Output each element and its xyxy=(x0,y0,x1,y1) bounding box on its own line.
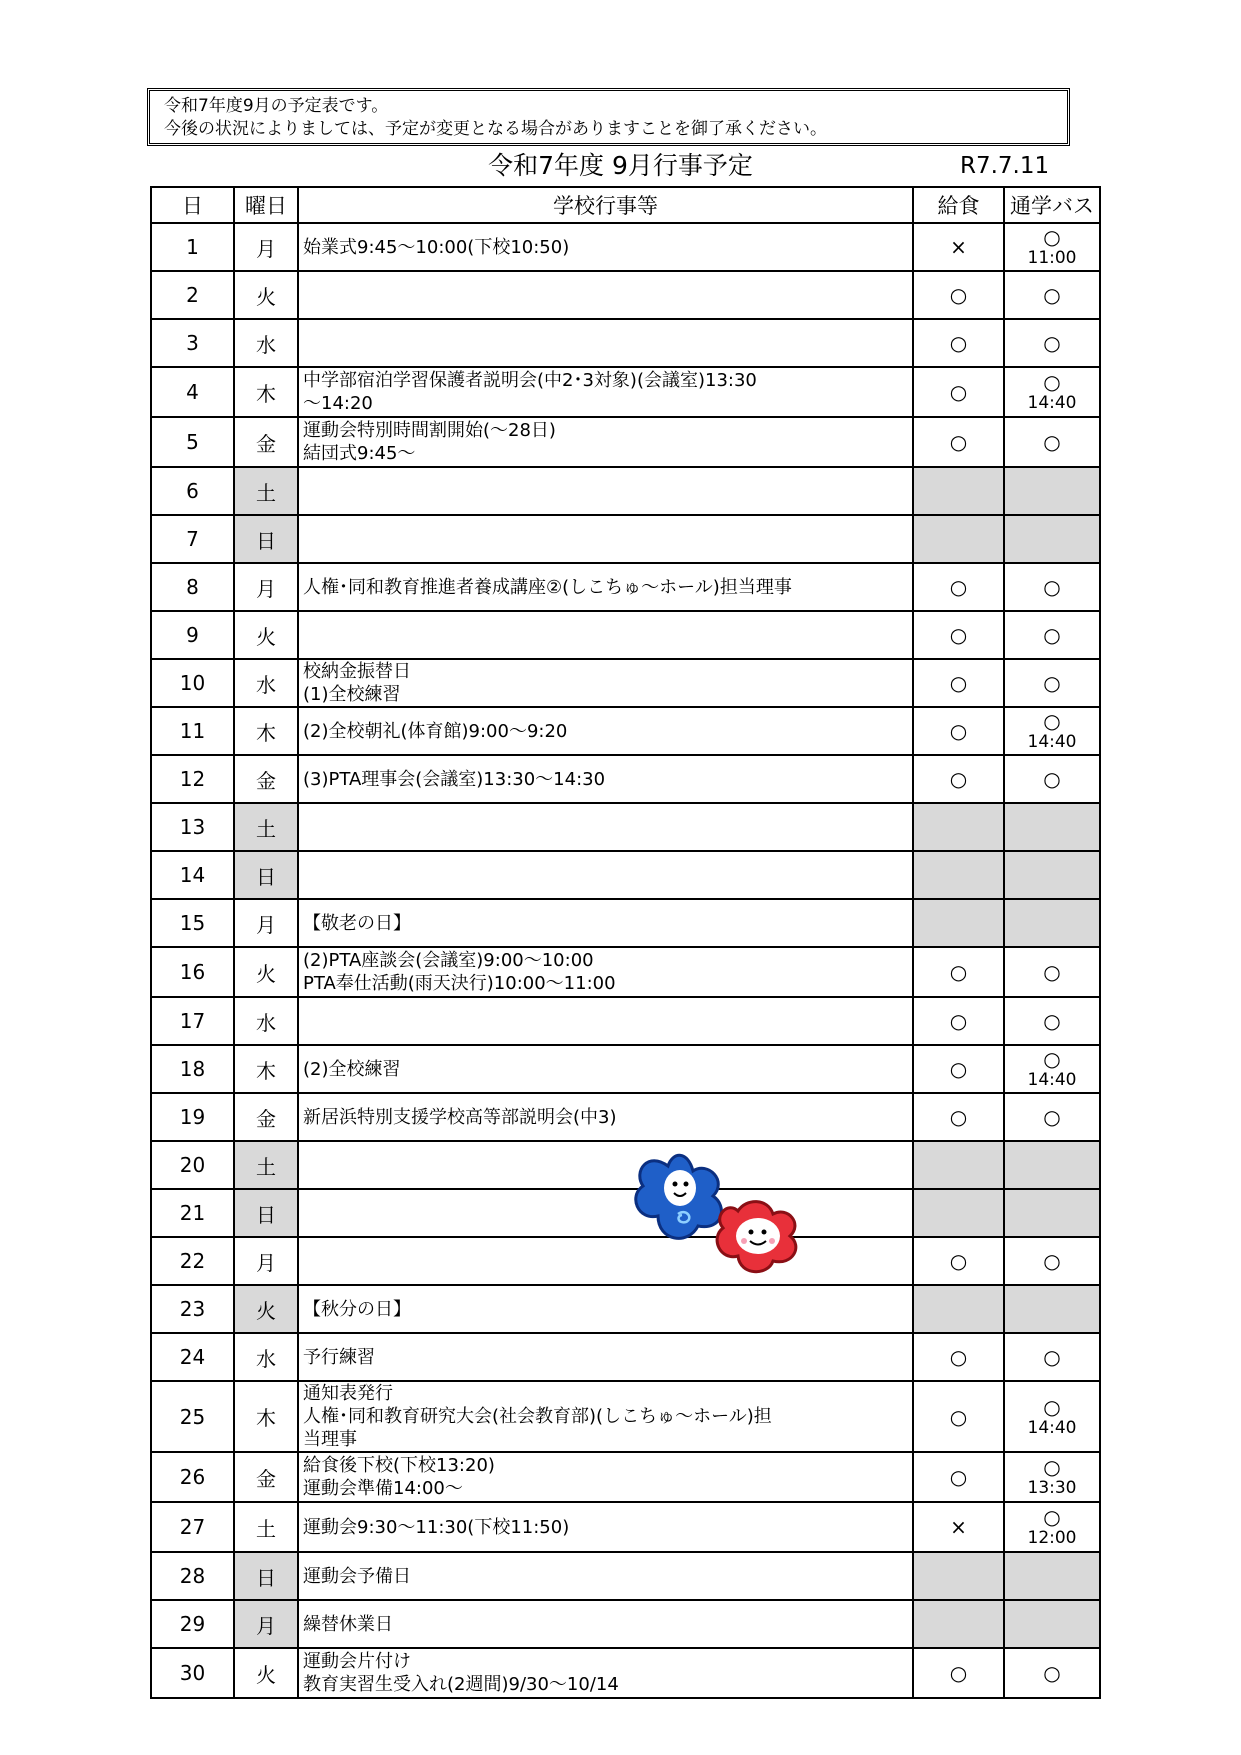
table-row xyxy=(151,755,1100,803)
weekday-cell: 木 xyxy=(234,1381,298,1452)
lunch-cell xyxy=(913,1452,1004,1502)
bus-cell xyxy=(1004,803,1100,851)
bus-cell xyxy=(1004,707,1100,755)
table-row xyxy=(151,515,1100,563)
event-cell xyxy=(298,803,913,851)
table-row xyxy=(151,947,1100,997)
lunch-cell xyxy=(913,367,1004,417)
bus-mark: ○ xyxy=(1043,370,1061,394)
day-cell: 29 xyxy=(151,1600,234,1648)
lunch-cell xyxy=(913,1237,1004,1285)
event-cell: 【敬老の日】 xyxy=(298,899,913,947)
lunch-mark: ○ xyxy=(949,380,968,404)
day-cell: 5 xyxy=(151,417,234,467)
bus-cell xyxy=(1004,1285,1100,1333)
weekday-cell: 火 xyxy=(234,1648,298,1698)
red-mascot-icon xyxy=(717,1202,796,1272)
lunch-mark: × xyxy=(950,235,967,259)
weekday-cell: 日 xyxy=(234,1189,298,1237)
notice-box xyxy=(147,88,1070,146)
table-header-row xyxy=(151,187,1100,223)
bus-time: 14:40 xyxy=(1027,1070,1077,1090)
lunch-cell xyxy=(913,997,1004,1045)
event-cell: 中学部宿泊学習保護者説明会(中2･3対象)(会議室)13:30 ～14:20 xyxy=(298,367,913,417)
lunch-mark: ○ xyxy=(949,575,968,599)
event-cell: 予行練習 xyxy=(298,1333,913,1381)
table-row xyxy=(151,1237,1100,1285)
event-cell: 【秋分の日】 xyxy=(298,1285,913,1333)
bus-cell xyxy=(1004,1237,1100,1285)
lunch-cell xyxy=(913,947,1004,997)
lunch-mark: ○ xyxy=(949,283,968,307)
weekday-cell: 金 xyxy=(234,417,298,467)
lunch-mark: ○ xyxy=(949,1404,968,1429)
table-row xyxy=(151,367,1100,417)
lunch-cell xyxy=(913,899,1004,947)
weekday-cell: 月 xyxy=(234,223,298,271)
page-title: 令和7年度 9月行事予定 xyxy=(488,151,753,180)
day-cell: 8 xyxy=(151,563,234,611)
schedule-table xyxy=(150,186,1101,1699)
table-row xyxy=(151,417,1100,467)
weekday-cell: 木 xyxy=(234,367,298,417)
event-cell: (2)全校朝礼(体育館)9:00～9:20 xyxy=(298,707,913,755)
lunch-cell xyxy=(913,611,1004,659)
bus-cell xyxy=(1004,997,1100,1045)
day-cell: 22 xyxy=(151,1237,234,1285)
day-cell: 17 xyxy=(151,997,234,1045)
lunch-mark: ○ xyxy=(949,1661,968,1685)
weekday-cell: 土 xyxy=(234,803,298,851)
lunch-mark: ○ xyxy=(949,1465,968,1489)
lunch-cell xyxy=(913,1045,1004,1093)
table-row xyxy=(151,659,1100,707)
weekday-cell: 水 xyxy=(234,319,298,367)
bus-cell xyxy=(1004,223,1100,271)
lunch-cell xyxy=(913,417,1004,467)
event-cell: 人権･同和教育推進者養成講座②(しこちゅ～ホール)担当理事 xyxy=(298,563,913,611)
table-row xyxy=(151,271,1100,319)
table-row xyxy=(151,1648,1100,1698)
table-row xyxy=(151,707,1100,755)
lunch-cell xyxy=(913,755,1004,803)
bus-mark: ○ xyxy=(1043,283,1061,307)
event-cell: (2)全校練習 xyxy=(298,1045,913,1093)
table-row xyxy=(151,1333,1100,1381)
lunch-mark: ○ xyxy=(949,1009,968,1033)
weekday-cell: 土 xyxy=(234,1502,298,1552)
lunch-mark: ○ xyxy=(949,719,968,743)
lunch-cell xyxy=(913,563,1004,611)
lunch-mark: ○ xyxy=(949,1057,968,1081)
event-cell: 校納金振替日 (1)全校練習 xyxy=(298,659,913,707)
event-cell xyxy=(298,851,913,899)
lunch-mark: ○ xyxy=(949,623,968,647)
bus-mark: ○ xyxy=(1043,767,1061,791)
event-cell: 給食後下校(下校13:20) 運動会準備14:00～ xyxy=(298,1452,913,1502)
bus-time: 14:40 xyxy=(1027,1417,1077,1438)
lunch-cell xyxy=(913,1648,1004,1698)
lunch-cell xyxy=(913,1381,1004,1452)
bus-cell xyxy=(1004,1452,1100,1502)
lunch-cell xyxy=(913,851,1004,899)
lunch-cell xyxy=(913,1285,1004,1333)
event-cell xyxy=(298,467,913,515)
lunch-cell xyxy=(913,1552,1004,1600)
event-cell: 運動会9:30～11:30(下校11:50) xyxy=(298,1502,913,1552)
weekday-cell: 水 xyxy=(234,659,298,707)
event-cell: 始業式9:45～10:00(下校10:50) xyxy=(298,223,913,271)
day-cell: 12 xyxy=(151,755,234,803)
lunch-cell xyxy=(913,803,1004,851)
weekday-cell: 日 xyxy=(234,1552,298,1600)
day-cell: 27 xyxy=(151,1502,234,1552)
event-cell xyxy=(298,515,913,563)
event-cell: (2)PTA座談会(会議室)9:00～10:00 PTA奉仕活動(雨天決行)10:00～11:00 xyxy=(298,947,913,997)
bus-cell xyxy=(1004,1381,1100,1452)
lunch-mark: ○ xyxy=(949,1105,968,1129)
day-cell: 21 xyxy=(151,1189,234,1237)
weekday-cell: 水 xyxy=(234,1333,298,1381)
weekday-cell: 日 xyxy=(234,515,298,563)
bus-cell xyxy=(1004,611,1100,659)
lunch-cell xyxy=(913,1093,1004,1141)
weekday-cell: 木 xyxy=(234,707,298,755)
event-cell xyxy=(298,611,913,659)
lunch-cell xyxy=(913,223,1004,271)
lunch-cell xyxy=(913,1333,1004,1381)
table-row xyxy=(151,899,1100,947)
header-bus: 通学バス xyxy=(1004,187,1100,223)
event-cell: 運動会片付け 教育実習生受入れ(2週間)9/30～10/14 xyxy=(298,1648,913,1698)
day-cell: 26 xyxy=(151,1452,234,1502)
lunch-cell xyxy=(913,659,1004,707)
weekday-cell: 月 xyxy=(234,563,298,611)
bus-cell xyxy=(1004,1502,1100,1552)
event-cell xyxy=(298,319,913,367)
lunch-cell xyxy=(913,1600,1004,1648)
day-cell: 14 xyxy=(151,851,234,899)
bus-cell xyxy=(1004,1648,1100,1698)
day-cell: 13 xyxy=(151,803,234,851)
lunch-mark: × xyxy=(950,1515,967,1539)
weekday-cell: 火 xyxy=(234,947,298,997)
table-row xyxy=(151,1141,1100,1189)
bus-mark: ○ xyxy=(1043,1394,1061,1419)
bus-cell xyxy=(1004,1045,1100,1093)
bus-mark: ○ xyxy=(1043,671,1061,695)
bus-mark: ○ xyxy=(1043,709,1061,733)
day-cell: 6 xyxy=(151,467,234,515)
bus-mark: ○ xyxy=(1043,1661,1061,1685)
day-cell: 18 xyxy=(151,1045,234,1093)
day-cell: 7 xyxy=(151,515,234,563)
bus-mark: ○ xyxy=(1043,575,1061,599)
lunch-cell xyxy=(913,319,1004,367)
lunch-cell xyxy=(913,271,1004,319)
table-row xyxy=(151,563,1100,611)
weekday-cell: 金 xyxy=(234,1452,298,1502)
event-cell: 新居浜特別支援学校高等部説明会(中3) xyxy=(298,1093,913,1141)
bus-mark: ○ xyxy=(1043,225,1061,249)
bus-time: 13:30 xyxy=(1027,1478,1077,1498)
header-day: 日 xyxy=(151,187,234,223)
bus-mark: ○ xyxy=(1043,1249,1061,1273)
weekday-cell: 土 xyxy=(234,467,298,515)
bus-mark: ○ xyxy=(1043,1345,1061,1369)
weekday-cell: 月 xyxy=(234,1600,298,1648)
day-cell: 20 xyxy=(151,1141,234,1189)
lunch-mark: ○ xyxy=(949,331,968,355)
weekday-cell: 金 xyxy=(234,755,298,803)
lunch-mark: ○ xyxy=(949,671,968,695)
lunch-mark: ○ xyxy=(949,1249,968,1273)
weekday-cell: 火 xyxy=(234,1285,298,1333)
bus-cell xyxy=(1004,755,1100,803)
day-cell: 28 xyxy=(151,1552,234,1600)
table-row xyxy=(151,997,1100,1045)
day-cell: 2 xyxy=(151,271,234,319)
bus-mark: ○ xyxy=(1043,430,1061,454)
bus-cell xyxy=(1004,1552,1100,1600)
lunch-cell xyxy=(913,707,1004,755)
table-row xyxy=(151,1045,1100,1093)
table-row xyxy=(151,1093,1100,1141)
bus-cell xyxy=(1004,319,1100,367)
lunch-cell xyxy=(913,1189,1004,1237)
bus-mark: ○ xyxy=(1043,1105,1061,1129)
lunch-mark: ○ xyxy=(949,430,968,454)
lunch-mark: ○ xyxy=(949,1345,968,1369)
day-cell: 1 xyxy=(151,223,234,271)
mascot-illustration xyxy=(628,1146,828,1296)
bus-mark: ○ xyxy=(1043,331,1061,355)
bus-cell xyxy=(1004,515,1100,563)
day-cell: 16 xyxy=(151,947,234,997)
header-events: 学校行事等 xyxy=(298,187,913,223)
bus-mark: ○ xyxy=(1043,623,1061,647)
revision-date: R7.7.11 xyxy=(960,153,1050,179)
bus-mark: ○ xyxy=(1043,1505,1061,1529)
bus-cell xyxy=(1004,1093,1100,1141)
bus-cell xyxy=(1004,563,1100,611)
table-row xyxy=(151,467,1100,515)
table-row xyxy=(151,1552,1100,1600)
bus-cell xyxy=(1004,659,1100,707)
bus-cell xyxy=(1004,899,1100,947)
weekday-cell: 水 xyxy=(234,997,298,1045)
event-cell: 通知表発行 人権･同和教育研究大会(社会教育部)(しこちゅ～ホール)担 当理事 xyxy=(298,1381,913,1452)
bus-cell xyxy=(1004,367,1100,417)
bus-cell xyxy=(1004,271,1100,319)
weekday-cell: 月 xyxy=(234,1237,298,1285)
header-lunch: 給食 xyxy=(913,187,1004,223)
lunch-cell xyxy=(913,515,1004,563)
lunch-mark: ○ xyxy=(949,960,968,984)
event-cell: (3)PTA理事会(会議室)13:30～14:30 xyxy=(298,755,913,803)
table-row xyxy=(151,851,1100,899)
day-cell: 24 xyxy=(151,1333,234,1381)
bus-time: 12:00 xyxy=(1027,1528,1077,1548)
event-cell: 運動会特別時間割開始(～28日) 結団式9:45～ xyxy=(298,417,913,467)
day-cell: 9 xyxy=(151,611,234,659)
table-row xyxy=(151,803,1100,851)
day-cell: 25 xyxy=(151,1381,234,1452)
weekday-cell: 火 xyxy=(234,271,298,319)
table-row xyxy=(151,319,1100,367)
bus-mark: ○ xyxy=(1043,960,1061,984)
bus-time: 14:40 xyxy=(1027,732,1077,752)
lunch-cell xyxy=(913,467,1004,515)
bus-cell xyxy=(1004,947,1100,997)
day-cell: 30 xyxy=(151,1648,234,1698)
bus-mark: ○ xyxy=(1043,1047,1061,1071)
lunch-mark: ○ xyxy=(949,767,968,791)
table-row xyxy=(151,1452,1100,1502)
day-cell: 23 xyxy=(151,1285,234,1333)
day-cell: 4 xyxy=(151,367,234,417)
bus-cell xyxy=(1004,1189,1100,1237)
table-row xyxy=(151,1502,1100,1552)
event-cell xyxy=(298,997,913,1045)
event-cell: 繰替休業日 xyxy=(298,1600,913,1648)
lunch-cell xyxy=(913,1141,1004,1189)
weekday-cell: 金 xyxy=(234,1093,298,1141)
table-row xyxy=(151,223,1100,271)
table-row xyxy=(151,611,1100,659)
table-row xyxy=(151,1381,1100,1452)
bus-cell xyxy=(1004,1333,1100,1381)
bus-time: 14:40 xyxy=(1027,393,1077,413)
day-cell: 15 xyxy=(151,899,234,947)
table-row xyxy=(151,1285,1100,1333)
event-cell: 運動会予備日 xyxy=(298,1552,913,1600)
weekday-cell: 日 xyxy=(234,851,298,899)
notice-line-2: 今後の状況によりましては、予定が変更となる場合がありますことを御了承ください。 xyxy=(164,119,827,139)
weekday-cell: 月 xyxy=(234,899,298,947)
bus-mark: ○ xyxy=(1043,1455,1061,1479)
weekday-cell: 火 xyxy=(234,611,298,659)
bus-cell xyxy=(1004,1141,1100,1189)
blue-mascot-icon xyxy=(636,1155,722,1238)
weekday-cell: 木 xyxy=(234,1045,298,1093)
table-row xyxy=(151,1600,1100,1648)
header-weekday: 曜日 xyxy=(234,187,298,223)
bus-mark: ○ xyxy=(1043,1009,1061,1033)
lunch-cell xyxy=(913,1502,1004,1552)
notice-line-1: 令和7年度9月の予定表です。 xyxy=(164,96,389,116)
day-cell: 19 xyxy=(151,1093,234,1141)
day-cell: 10 xyxy=(151,659,234,707)
table-row xyxy=(151,1189,1100,1237)
bus-cell xyxy=(1004,1600,1100,1648)
weekday-cell: 土 xyxy=(234,1141,298,1189)
bus-time: 11:00 xyxy=(1027,248,1077,268)
event-cell xyxy=(298,271,913,319)
bus-cell xyxy=(1004,417,1100,467)
day-cell: 3 xyxy=(151,319,234,367)
bus-cell xyxy=(1004,851,1100,899)
bus-cell xyxy=(1004,467,1100,515)
day-cell: 11 xyxy=(151,707,234,755)
